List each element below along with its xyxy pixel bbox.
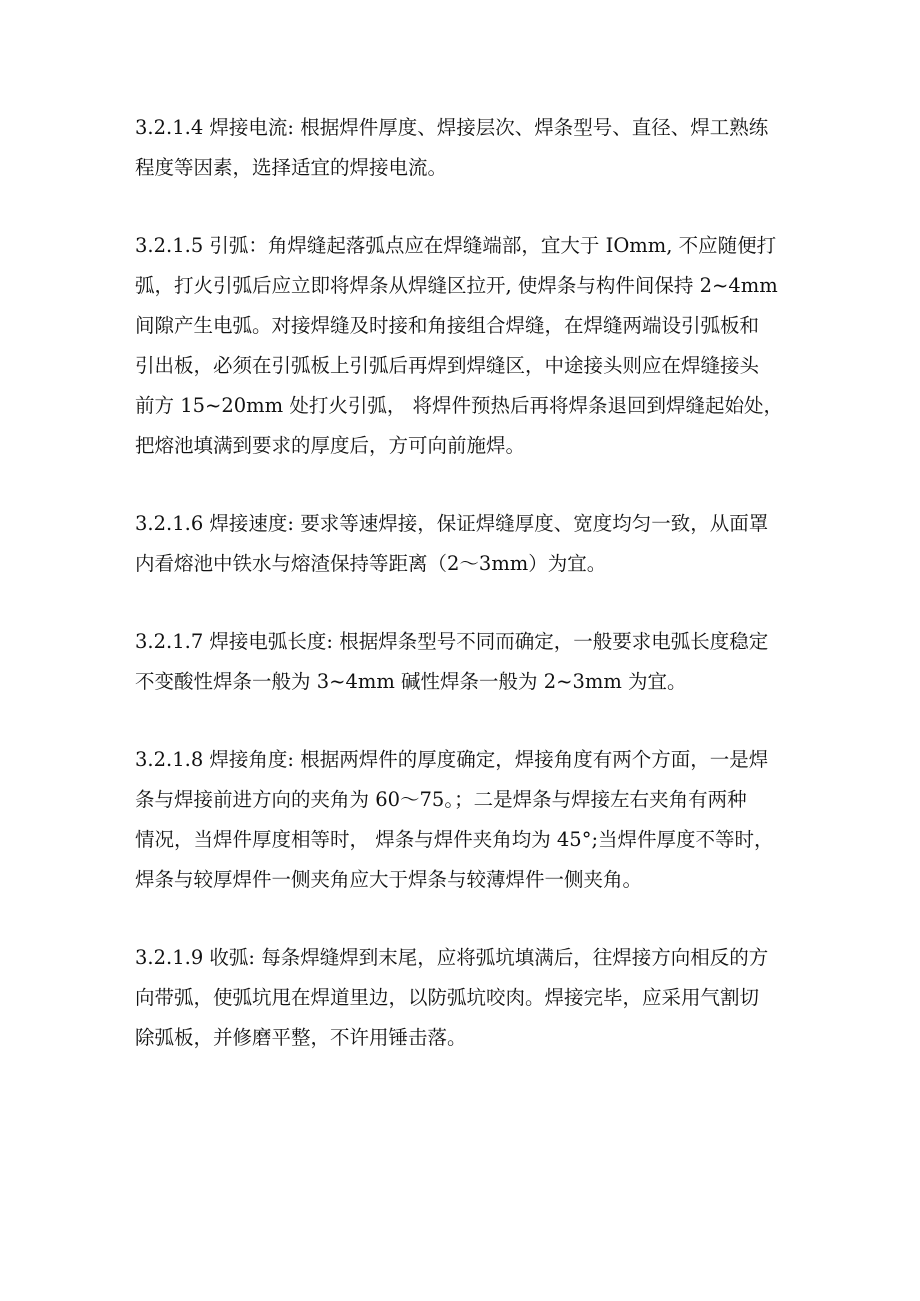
paragraph-line: 焊条与较厚焊件一侧夹角应大于焊条与较薄焊件一侧夹角。 — [135, 868, 643, 891]
paragraph-line: 3.2.1.5 引弧：角焊缝起落弧点应在焊缝端部，宜大于 IOmm, 不应随便打 — [135, 234, 777, 257]
paragraph-3-2-1-7 — [135, 622, 800, 702]
paragraph-line: 3.2.1.6 焊接速度: 要求等速焊接，保证焊缝厚度、宽度均匀一致，从面罩 — [135, 512, 769, 535]
paragraph-line: 内看熔池中铁水与熔渣保持等距离（2～3mm）为宜。 — [135, 552, 607, 575]
paragraph-3-2-1-6 — [135, 504, 800, 584]
paragraph-line: 程度等因素，选择适宜的焊接电流。 — [135, 156, 448, 179]
paragraph-line: 条与焊接前进方向的夹角为 60～75。；二是焊条与焊接左右夹角有两种 — [135, 788, 747, 811]
paragraph-line: 3.2.1.4 焊接电流: 根据焊件厚度、焊接层次、焊条型号、直径、焊工熟练 — [135, 116, 769, 139]
paragraph-line: 不变酸性焊条一般为 3~4mm 碱性焊条一般为 2~3mm 为宜。 — [135, 670, 687, 693]
paragraph-3-2-1-8 — [135, 740, 800, 900]
paragraph-line: 弧，打火引弧后应立即将焊条从焊缝区拉开, 使焊条与构件间保持 2~4mm — [135, 274, 778, 297]
paragraph-line: 向带弧，使弧坑甩在焊道里边，以防弧坑咬肉。焊接完毕，应采用气割切 — [135, 986, 760, 1009]
paragraph-line: 前方 15~20mm 处打火引弧， 将焊件预热后再将焊条退回到焊缝起始处， — [135, 394, 784, 417]
paragraph-line: 情况，当焊件厚度相等时， 焊条与焊件夹角均为 45°;当焊件厚度不等时， — [135, 828, 774, 851]
paragraph-line: 引出板，必须在引弧板上引弧后再焊到焊缝区，中途接头则应在焊缝接头 — [135, 354, 760, 377]
paragraph-3-2-1-4 — [135, 108, 800, 188]
paragraph-line: 3.2.1.7 焊接电弧长度: 根据焊条型号不同而确定，一般要求电弧长度稳定 — [135, 630, 769, 653]
paragraph-line: 把熔池填满到要求的厚度后，方可向前施焊。 — [135, 434, 526, 457]
paragraph-line: 3.2.1.9 收弧: 每条焊缝焊到末尾，应将弧坑填满后，往焊接方向相反的方 — [135, 946, 769, 969]
paragraph-line: 除弧板，并修磨平整，不许用锤击落。 — [135, 1026, 467, 1049]
document-body — [135, 108, 800, 1096]
paragraph-line: 3.2.1.8 焊接角度: 根据两焊件的厚度确定，焊接角度有两个方面，一是焊 — [135, 748, 769, 771]
paragraph-3-2-1-9 — [135, 938, 800, 1058]
paragraph-line: 间隙产生电弧。对接焊缝及时接和角接组合焊缝，在焊缝两端设引弧板和 — [135, 314, 760, 337]
paragraph-3-2-1-5 — [135, 226, 800, 466]
